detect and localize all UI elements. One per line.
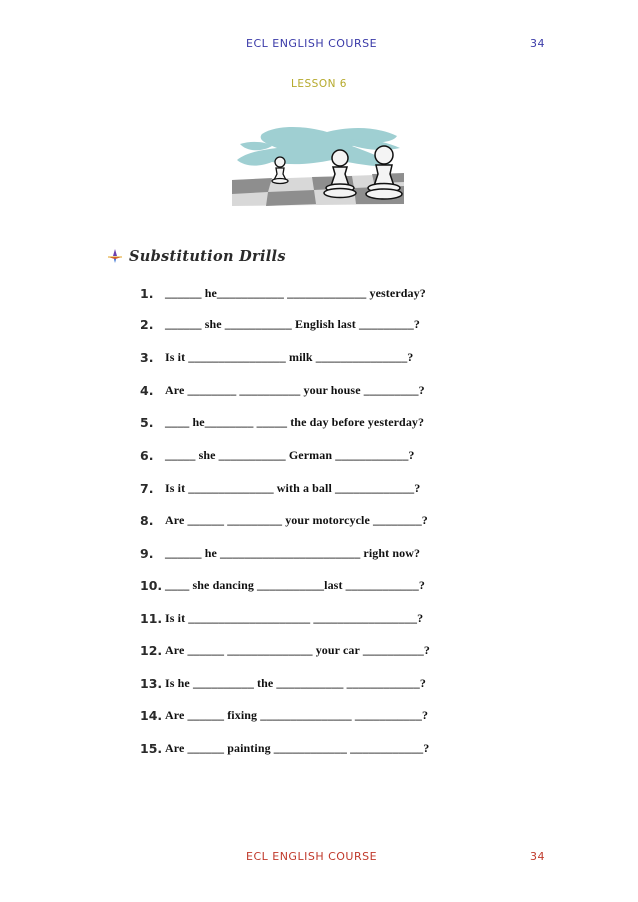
drill-item xyxy=(140,412,424,432)
footer-course-title: ECL ENGLISH COURSE xyxy=(246,850,378,863)
drill-text: Are ______ fixing _______________ ___________? xyxy=(165,707,429,722)
footer-page-number: 34 xyxy=(530,850,545,863)
drill-number: 2. xyxy=(140,316,154,332)
drill-item xyxy=(140,543,420,563)
drill-text: ______ he _______________________ right now? xyxy=(165,545,421,560)
drill-item xyxy=(140,478,420,498)
header-page-number: 34 xyxy=(530,37,545,50)
section-heading xyxy=(107,246,286,266)
section-title: Substitution Drills xyxy=(129,247,286,265)
page-footer xyxy=(0,850,638,870)
drill-item xyxy=(140,380,425,400)
drill-item xyxy=(140,575,425,595)
drill-number: 13. xyxy=(140,675,163,691)
drill-text: Are ________ __________ your house _________? xyxy=(165,382,425,397)
drill-item xyxy=(140,640,430,660)
drill-text: Is it ______________ with a ball _____________? xyxy=(165,480,421,495)
drill-number: 1. xyxy=(140,285,154,301)
drill-number: 3. xyxy=(140,349,154,365)
drill-number: 6. xyxy=(140,447,154,463)
page-header xyxy=(0,37,638,57)
drill-number: 11. xyxy=(140,610,163,626)
drill-number: 14. xyxy=(140,707,163,723)
drill-number: 10. xyxy=(140,577,163,593)
drill-text: Is he __________ the ___________ ____________? xyxy=(165,675,426,690)
drill-item xyxy=(140,347,413,367)
chess-pawns-illustration xyxy=(232,122,404,208)
drill-number: 12. xyxy=(140,642,163,658)
drill-item xyxy=(140,510,428,530)
drill-text: ____ he________ _____ the day before yesterday? xyxy=(165,414,425,429)
drill-text: _____ she ___________ German ____________? xyxy=(165,447,415,462)
drill-text: ______ she ___________ English last _________? xyxy=(165,316,420,331)
drill-text: Are ______ ______________ your car __________? xyxy=(165,642,430,657)
drill-number: 4. xyxy=(140,382,154,398)
drill-number: 8. xyxy=(140,512,154,528)
drill-item xyxy=(140,314,420,334)
drill-number: 5. xyxy=(140,414,154,430)
pin-bullet-icon xyxy=(107,248,123,264)
drill-item xyxy=(140,705,428,725)
lesson-title: LESSON 6 xyxy=(291,78,347,90)
drill-number: 7. xyxy=(140,480,154,496)
drill-text: ____ she dancing ___________last ____________? xyxy=(165,577,425,592)
drill-item xyxy=(140,673,426,693)
drill-item xyxy=(140,608,423,628)
drill-text: Are ______ painting ____________ ____________? xyxy=(165,740,430,755)
drill-text: Is it ____________________ _________________? xyxy=(165,610,424,625)
drill-text: Are ______ _________ your motorcycle ________? xyxy=(165,512,428,527)
drill-text: ______ he___________ _____________ yesterday? xyxy=(165,285,426,300)
drill-text: Is it ________________ milk _______________? xyxy=(165,349,414,364)
header-course-title: ECL ENGLISH COURSE xyxy=(246,37,378,50)
drill-item xyxy=(140,738,429,758)
drill-number: 15. xyxy=(140,740,163,756)
drill-item xyxy=(140,445,415,465)
drill-number: 9. xyxy=(140,545,154,561)
drill-item xyxy=(140,283,426,303)
